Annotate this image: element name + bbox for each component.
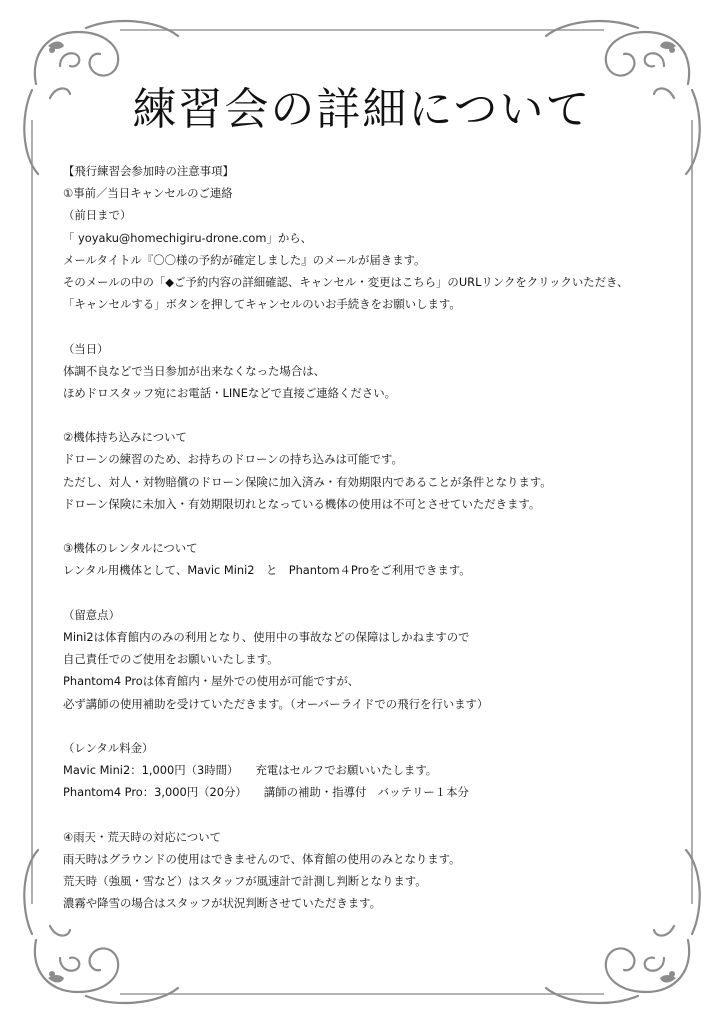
text-line: （レンタル料金） [63,740,154,755]
text-line: 必ず講師の使用補助を受けていただきます。（オーバーライドでの飛行を行います） [63,696,489,711]
text-line: メールタイトル『〇〇様の予約が確定しました』のメールが届きます。 [63,252,426,267]
blank-line [63,515,673,537]
blank-line [63,803,673,825]
blank-line [63,404,673,426]
blank-line [63,715,673,737]
text-line: 濃霧や降雪の場合はスタッフが状況判断させていただきます。 [63,896,382,911]
text-line: Mini2は体育館内のみの利用となり、使用中の事故などの保障はしかねますので [63,629,470,644]
text-line: （留意点） [63,607,120,622]
text-line: ただし、対人・対物賠償のドローン保険に加入済み・有効期限内であることが条件となります。 [63,474,552,489]
text-line: 荒天時（強風・雪など）はスタッフが風速計で計測し判断となります。 [63,874,427,888]
text-line: そのメールの中の「◆ご予約内容の詳細確認、キャンセル・変更はこちら」のURLリンクをクリックいただき、 [63,274,629,289]
subsection-heading: ③機体のレンタルについて [63,541,198,556]
subsection-heading: ④雨天・荒天時の対応について [63,829,222,844]
text-line: 「キャンセルする」ボタンを押してキャンセルのいお手続きをお願いします。 [63,297,461,312]
text-line: ドローン保険に未加入・有効期限切れとなっている機体の使用は不可とさせていただきます。 [63,496,541,511]
price-line: Phantom4 Pro：3,000円（20分） 講師の補助・指導付 バッテリー１本分 [63,785,469,800]
text-line: Phantom4 Proは体育館内・屋外での使用が可能ですが、 [63,674,360,689]
text-line: 雨天時はグラウンドの使用はできませんので、体育館の使用のみとなります。 [63,851,461,866]
notice-body [63,160,673,914]
text-line: （当日） [63,341,109,356]
page-title: 練習会の詳細について [132,84,592,135]
blank-line [63,315,673,337]
price-line: Mavic Mini2：1,000円（3時間） 充電はセルフでお願いいたします。 [63,763,438,778]
text-line: レンタル用機体として、Mavic Mini2 と Phantom４Proをご利用できます。 [63,563,471,578]
section-heading: 【飛行練習会参加時の注意事項】 [63,164,234,178]
text-line: 自己責任でのご使用をお願いいたします。 [63,652,279,667]
text-line: 体調不良などで当日参加が出来なくなった場合は、 [63,363,325,378]
text-line: ドローンの練習のため、お持ちのドローンの持ち込みは可能です。 [63,452,403,467]
blank-line [63,582,673,604]
email-line: 「 yoyaku@homechigiru-drone.com」から、 [63,230,313,245]
subsection-heading: ①事前／当日キャンセルのご連絡 [63,186,233,201]
subsection-heading: ②機体持ち込みについて [63,430,187,445]
text-line: ほめドロスタッフ宛にお電話・LINEなどで直接ご連絡ください。 [63,385,396,400]
text-line: （前日まで） [63,208,132,223]
